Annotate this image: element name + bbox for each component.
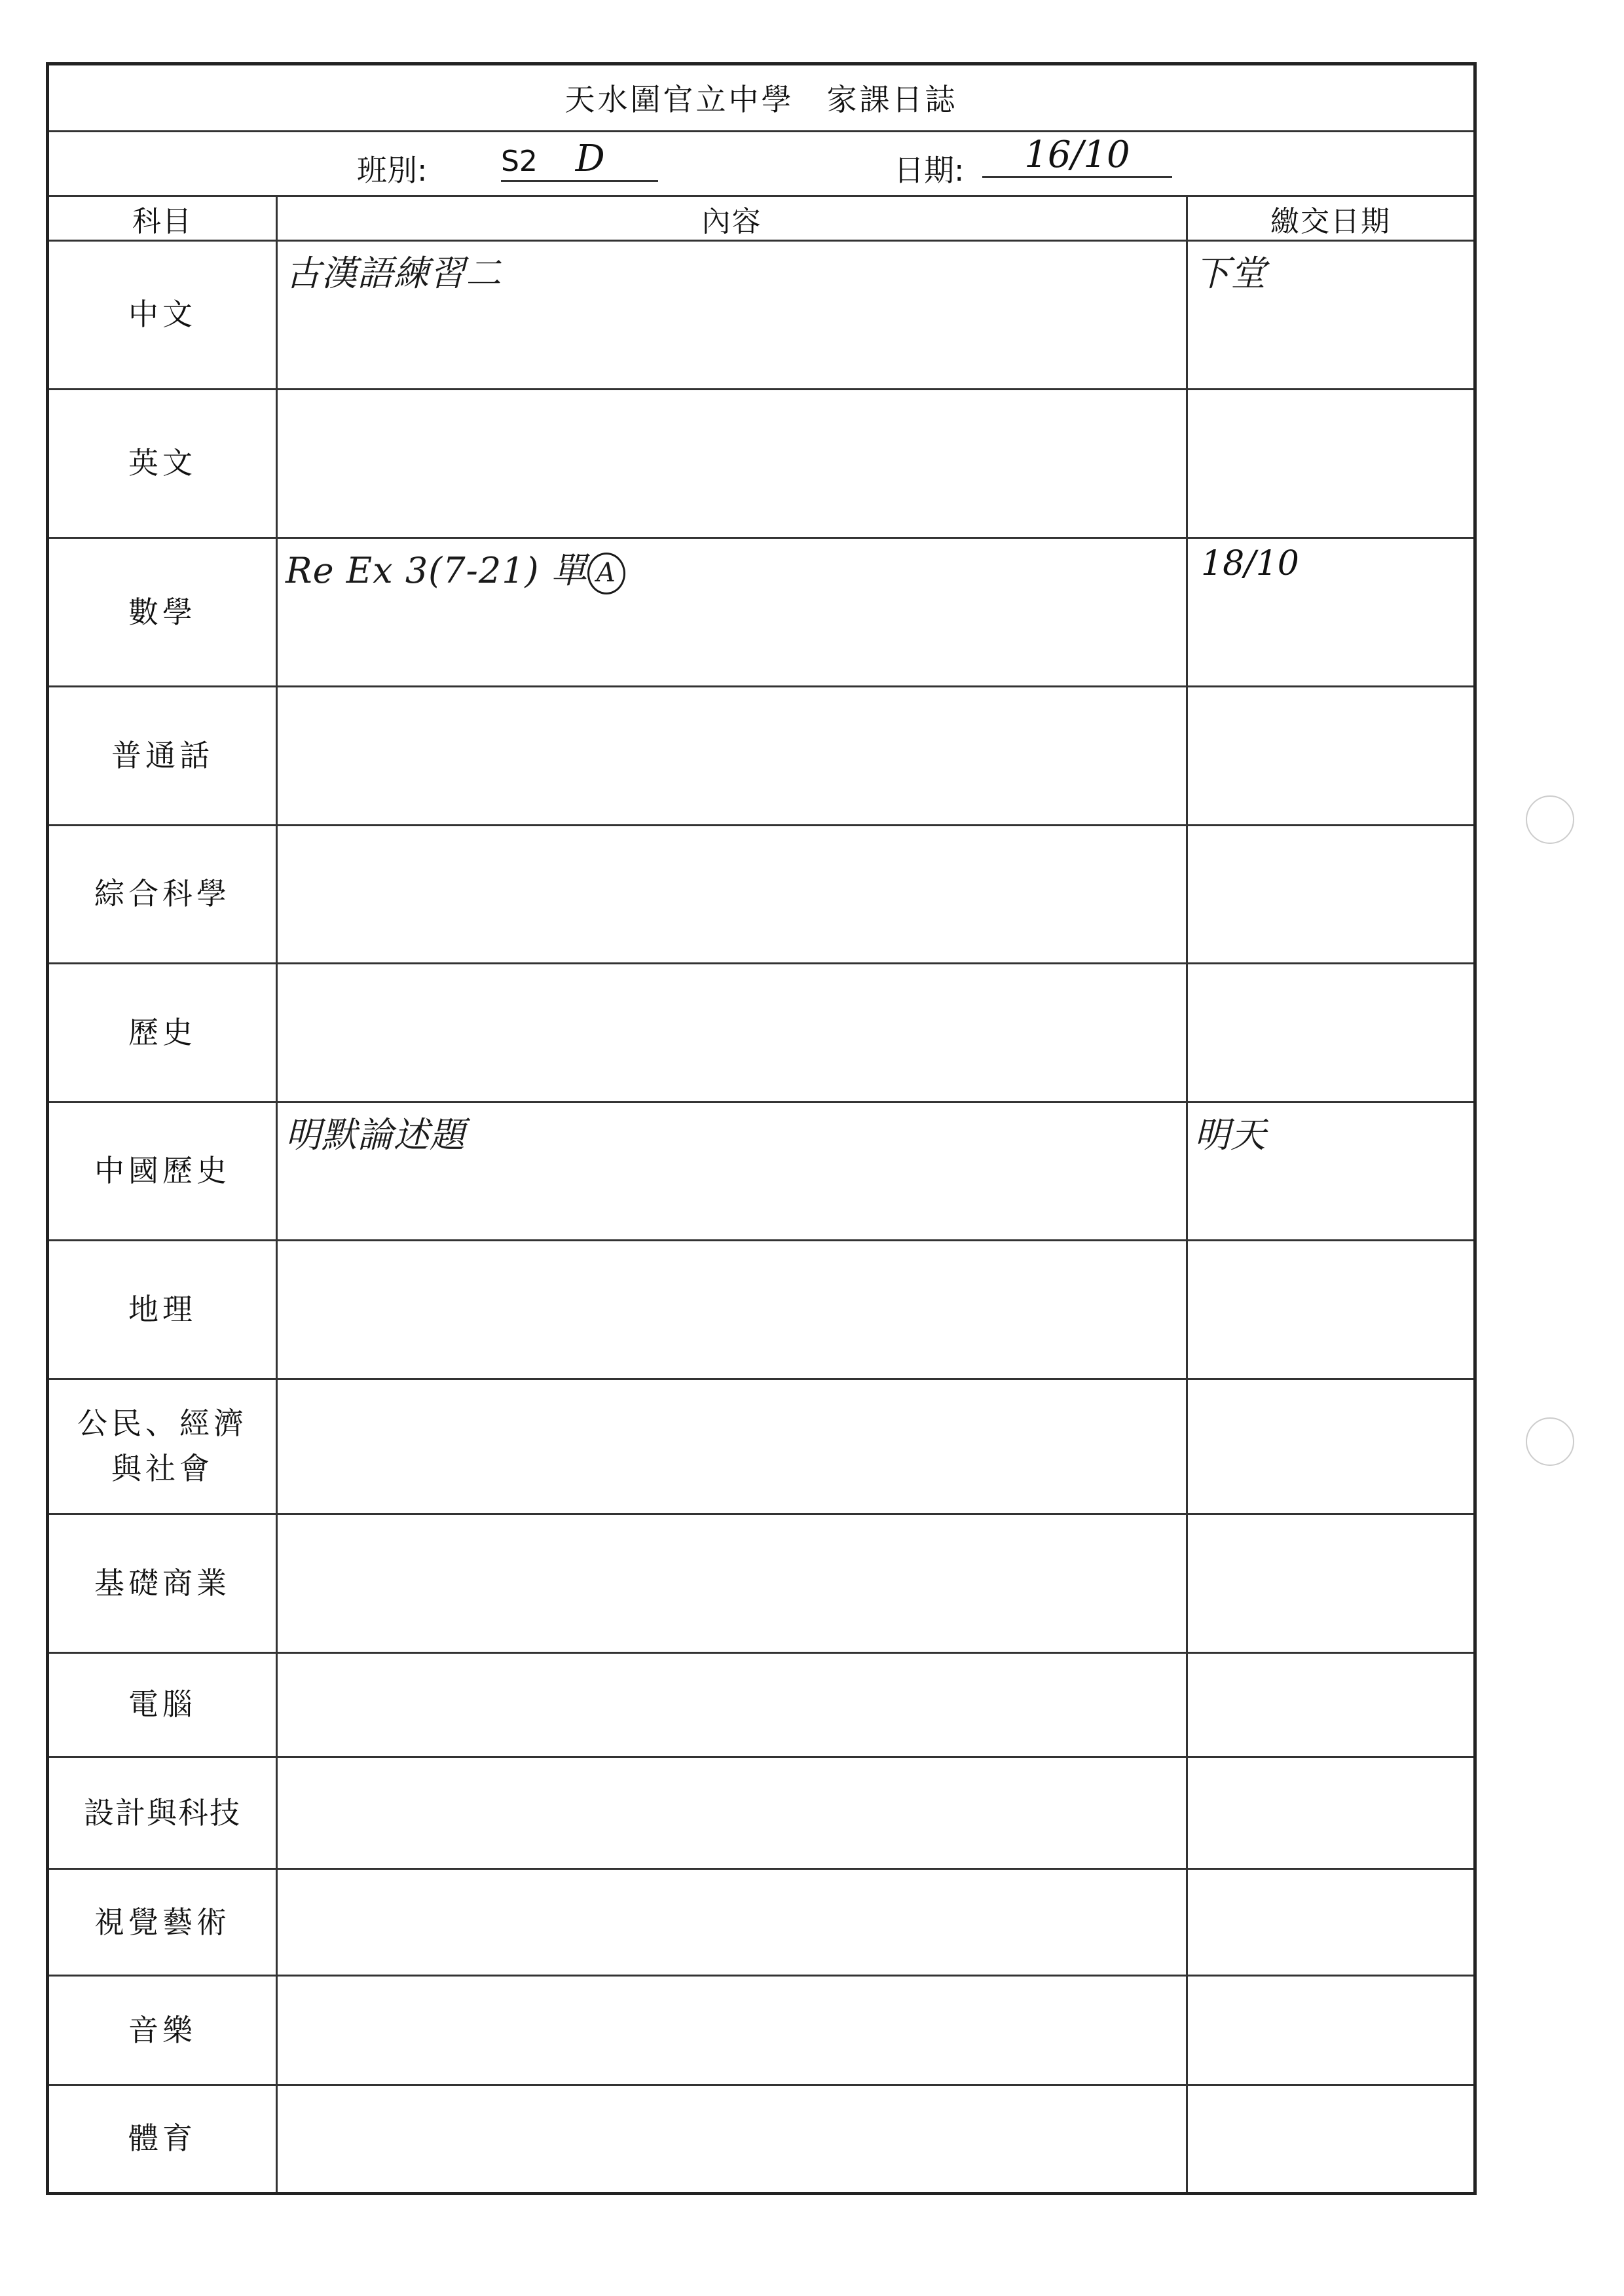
- due-text: 明天: [1194, 1114, 1266, 1156]
- column-header-subject: 科目: [48, 196, 277, 240]
- subject-cell: 視覺藝術: [48, 1869, 277, 1976]
- subject-cell: 中文: [48, 240, 277, 389]
- table-row: [48, 1869, 1475, 1976]
- table-row: [48, 1652, 1475, 1757]
- due-cell[interactable]: [1187, 1379, 1475, 1514]
- content-cell[interactable]: [277, 825, 1187, 964]
- due-cell[interactable]: [1187, 1757, 1475, 1868]
- table-row: [48, 1514, 1475, 1653]
- due-cell[interactable]: [1187, 1102, 1475, 1241]
- due-cell[interactable]: [1187, 1976, 1475, 2085]
- content-cell[interactable]: [277, 240, 1187, 389]
- content-cell[interactable]: [277, 2085, 1187, 2193]
- due-text: 下堂: [1194, 252, 1266, 294]
- content-text: Re Ex 3(7-21) 單 A: [286, 543, 625, 594]
- page-title: [48, 64, 1475, 132]
- table-row: [48, 2085, 1475, 2193]
- subject-cell: 體育: [48, 2085, 277, 2193]
- school-name: 天水圍官立中學: [564, 82, 794, 118]
- content-cell[interactable]: [277, 538, 1187, 687]
- due-cell[interactable]: [1187, 686, 1475, 825]
- due-cell[interactable]: [1187, 538, 1475, 687]
- date-label: 日期:: [894, 153, 965, 189]
- content-cell[interactable]: [277, 1102, 1187, 1241]
- content-cell[interactable]: [277, 1514, 1187, 1653]
- table-row: [48, 686, 1475, 825]
- due-cell[interactable]: [1187, 1652, 1475, 1757]
- subject-cell: 普通話: [48, 686, 277, 825]
- diary-title: 家課日誌: [826, 82, 958, 118]
- content-cell[interactable]: [277, 1976, 1187, 2085]
- class-label: 班別:: [357, 153, 428, 189]
- subject-cell: 電腦: [48, 1652, 277, 1757]
- subject-cell: 綜合科學: [48, 825, 277, 964]
- table-row: [48, 240, 1475, 389]
- due-cell[interactable]: [1187, 825, 1475, 964]
- date-field[interactable]: 16/10: [982, 134, 1172, 178]
- due-cell[interactable]: [1187, 1241, 1475, 1379]
- table-row: [48, 538, 1475, 687]
- due-text: 18/10: [1201, 544, 1299, 584]
- class-value: D: [575, 137, 605, 181]
- homework-diary-table: [46, 62, 1477, 2195]
- table-row: [48, 964, 1475, 1102]
- due-cell[interactable]: [1187, 964, 1475, 1102]
- column-header-content: 內容: [277, 196, 1187, 240]
- table-row: [48, 825, 1475, 964]
- column-header-row: [48, 196, 1475, 240]
- due-cell[interactable]: [1187, 2085, 1475, 2193]
- subject-cell: 歷史: [48, 964, 277, 1102]
- content-cell[interactable]: [277, 1869, 1187, 1976]
- punch-hole-bottom: [1526, 1417, 1574, 1466]
- table-row: [48, 1757, 1475, 1868]
- homework-diary-sheet: [46, 62, 1473, 2195]
- content-cell[interactable]: [277, 389, 1187, 538]
- info-row: [48, 131, 1475, 196]
- class-field[interactable]: [501, 137, 658, 182]
- content-cell[interactable]: [277, 686, 1187, 825]
- subject-cell: 基礎商業: [48, 1514, 277, 1653]
- table-row: [48, 389, 1475, 538]
- subject-cell: 數學: [48, 538, 277, 687]
- circled-mark: A: [587, 553, 625, 594]
- content-text: 古漢語練習二: [286, 252, 502, 294]
- punch-hole-top: [1526, 795, 1574, 844]
- title-row: [48, 64, 1475, 132]
- content-cell[interactable]: [277, 1652, 1187, 1757]
- content-cell[interactable]: [277, 1241, 1187, 1379]
- subject-cell: 中國歷史: [48, 1102, 277, 1241]
- due-cell[interactable]: [1187, 1869, 1475, 1976]
- subject-cell: 英文: [48, 389, 277, 538]
- due-cell[interactable]: [1187, 1514, 1475, 1653]
- subject-cell: 設計與科技: [48, 1757, 277, 1868]
- class-prefix: S2: [501, 145, 538, 179]
- subject-cell: 地理: [48, 1241, 277, 1379]
- table-row: [48, 1102, 1475, 1241]
- content-cell[interactable]: [277, 964, 1187, 1102]
- due-cell[interactable]: [1187, 240, 1475, 389]
- subject-cell: 音樂: [48, 1976, 277, 2085]
- table-row: [48, 1379, 1475, 1514]
- table-row: [48, 1241, 1475, 1379]
- column-header-due: 繳交日期: [1187, 196, 1475, 240]
- subject-cell: 公民、經濟 與社會: [48, 1379, 277, 1514]
- content-text: 明默論述題: [286, 1114, 466, 1156]
- table-row: [48, 1976, 1475, 2085]
- content-cell[interactable]: [277, 1757, 1187, 1868]
- due-cell[interactable]: [1187, 389, 1475, 538]
- content-cell[interactable]: [277, 1379, 1187, 1514]
